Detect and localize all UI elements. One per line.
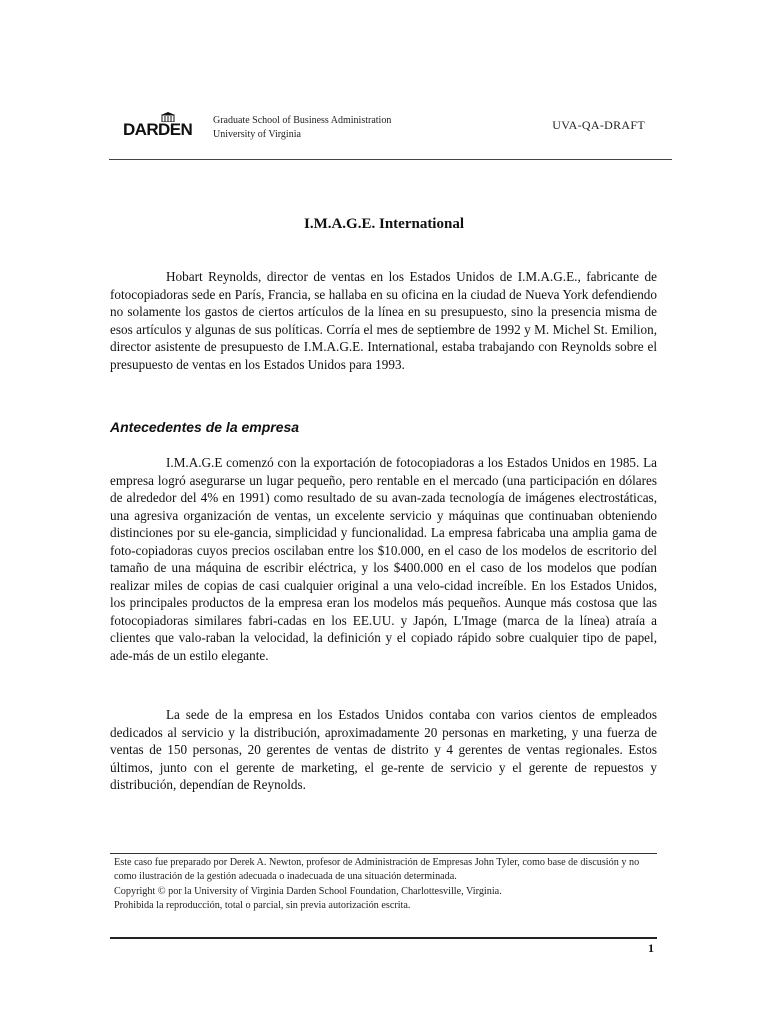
footnote-copyright: Copyright © por la University of Virginia Darden School Foundation, Charlottesville, Virginia.	[114, 885, 502, 897]
document-code: UVA-QA-DRAFT	[552, 118, 645, 132]
school-name	[213, 114, 391, 142]
document-title: I.M.A.G.E. International	[303, 216, 464, 232]
paragraph-1-text: Hobart Reynolds, director de ventas en los Estados Unidos de I.M.A.G.E., fabricante de fotocopiadoras sede en París, Francia, se hallaba en su oficina en la ciudad de Nueva York defendiendo no solamente los gastos de ciertos artículos de la línea en su presupuesto, sino la presencia misma de esos artículos y algunas de sus políticas. Corría el mes de septiembre de 1992 y M. Michel St. Emilion, director asistente de presupuesto de I.M.A.G.E. International, estaba trabajando con Reynolds sobre el presupuesto de ventas en los Estados Unidos para 1993.	[110, 269, 657, 372]
paragraph-2-text: I.M.A.G.E comenzó con la exportación de fotocopiadoras a los Estados Unidos en 1985. La empresa logró asegurarse un lugar pequeño, pero rentable en el mercado (una participación en dólares de alrededor del 4% en 1991) como resultado de su avan-zada tecnología de imágenes electrostáticas, una agresiva organización de ventas, un excelente servicio y máquinas que continuaban obteniendo distinciones por su ele-gancia, simplicidad y funcionalidad. La empresa fabricaba una amplia gama de foto-copiadoras cuyos precios oscilaban entre los $10.000, en el caso de los modelos de escritorio del tamaño de una máquina de escribir eléctrica, y los $400.000 en el caso de los modelos que podían realizar miles de copias de casi cualquier original a una velo-cidad increíble. En los Estados Unidos, los principales productos de la empresa eran los modelos más pequeños. Aunque más costosa que las fotocopiadoras similares fabri-cadas en los EE.UU. y Japón, L'Image (marca de la línea) atraía a clientes que valo-raban la velocidad, la definición y el copiado rápido sobre cualquier tipo de papel, ade-más de un estilo elegante.	[110, 455, 657, 663]
school-line-2: University of Virginia	[213, 129, 301, 140]
header-divider	[109, 159, 672, 160]
page-number: 1	[648, 941, 654, 955]
darden-logo	[123, 110, 203, 150]
section-heading: Antecedentes de la empresa	[110, 419, 300, 435]
footnote-disclaimer: Este caso fue preparado por Derek A. Newton, profesor de Administración de Empresas John Tyler, como base de discusión y no como ilustración de la gestión adecuada o inadecuada de una situación determinada.	[114, 857, 640, 883]
body-paragraph-3	[110, 706, 657, 794]
body-paragraph-2	[110, 454, 657, 664]
paragraph-3-text: La sede de la empresa en los Estados Unidos contaba con varios cientos de empleados dedicados al servicio y la distribución, aproximadamente 20 personas en marketing, y una fuerza de ventas de 150 personas, 20 gerentes de ventas de distrito y 4 gerentes de ventas regionales. Estos últimos, junto con el gerente de marketing, el ge-rente de servicio y el gerente de repuestos y distribución, dependían de Reynolds.	[110, 707, 657, 792]
footnote	[114, 856, 654, 914]
page-header	[123, 110, 670, 158]
footnote-prohibited: Prohibida la reproducción, total o parcial, sin previa autorización escrita.	[114, 900, 411, 912]
logo-wordmark: DARDEN	[123, 120, 193, 139]
school-line-1: Graduate School of Business Administration	[213, 115, 392, 126]
footer-divider	[110, 937, 657, 939]
body-paragraph-1	[110, 268, 657, 373]
footnote-divider	[110, 853, 657, 854]
